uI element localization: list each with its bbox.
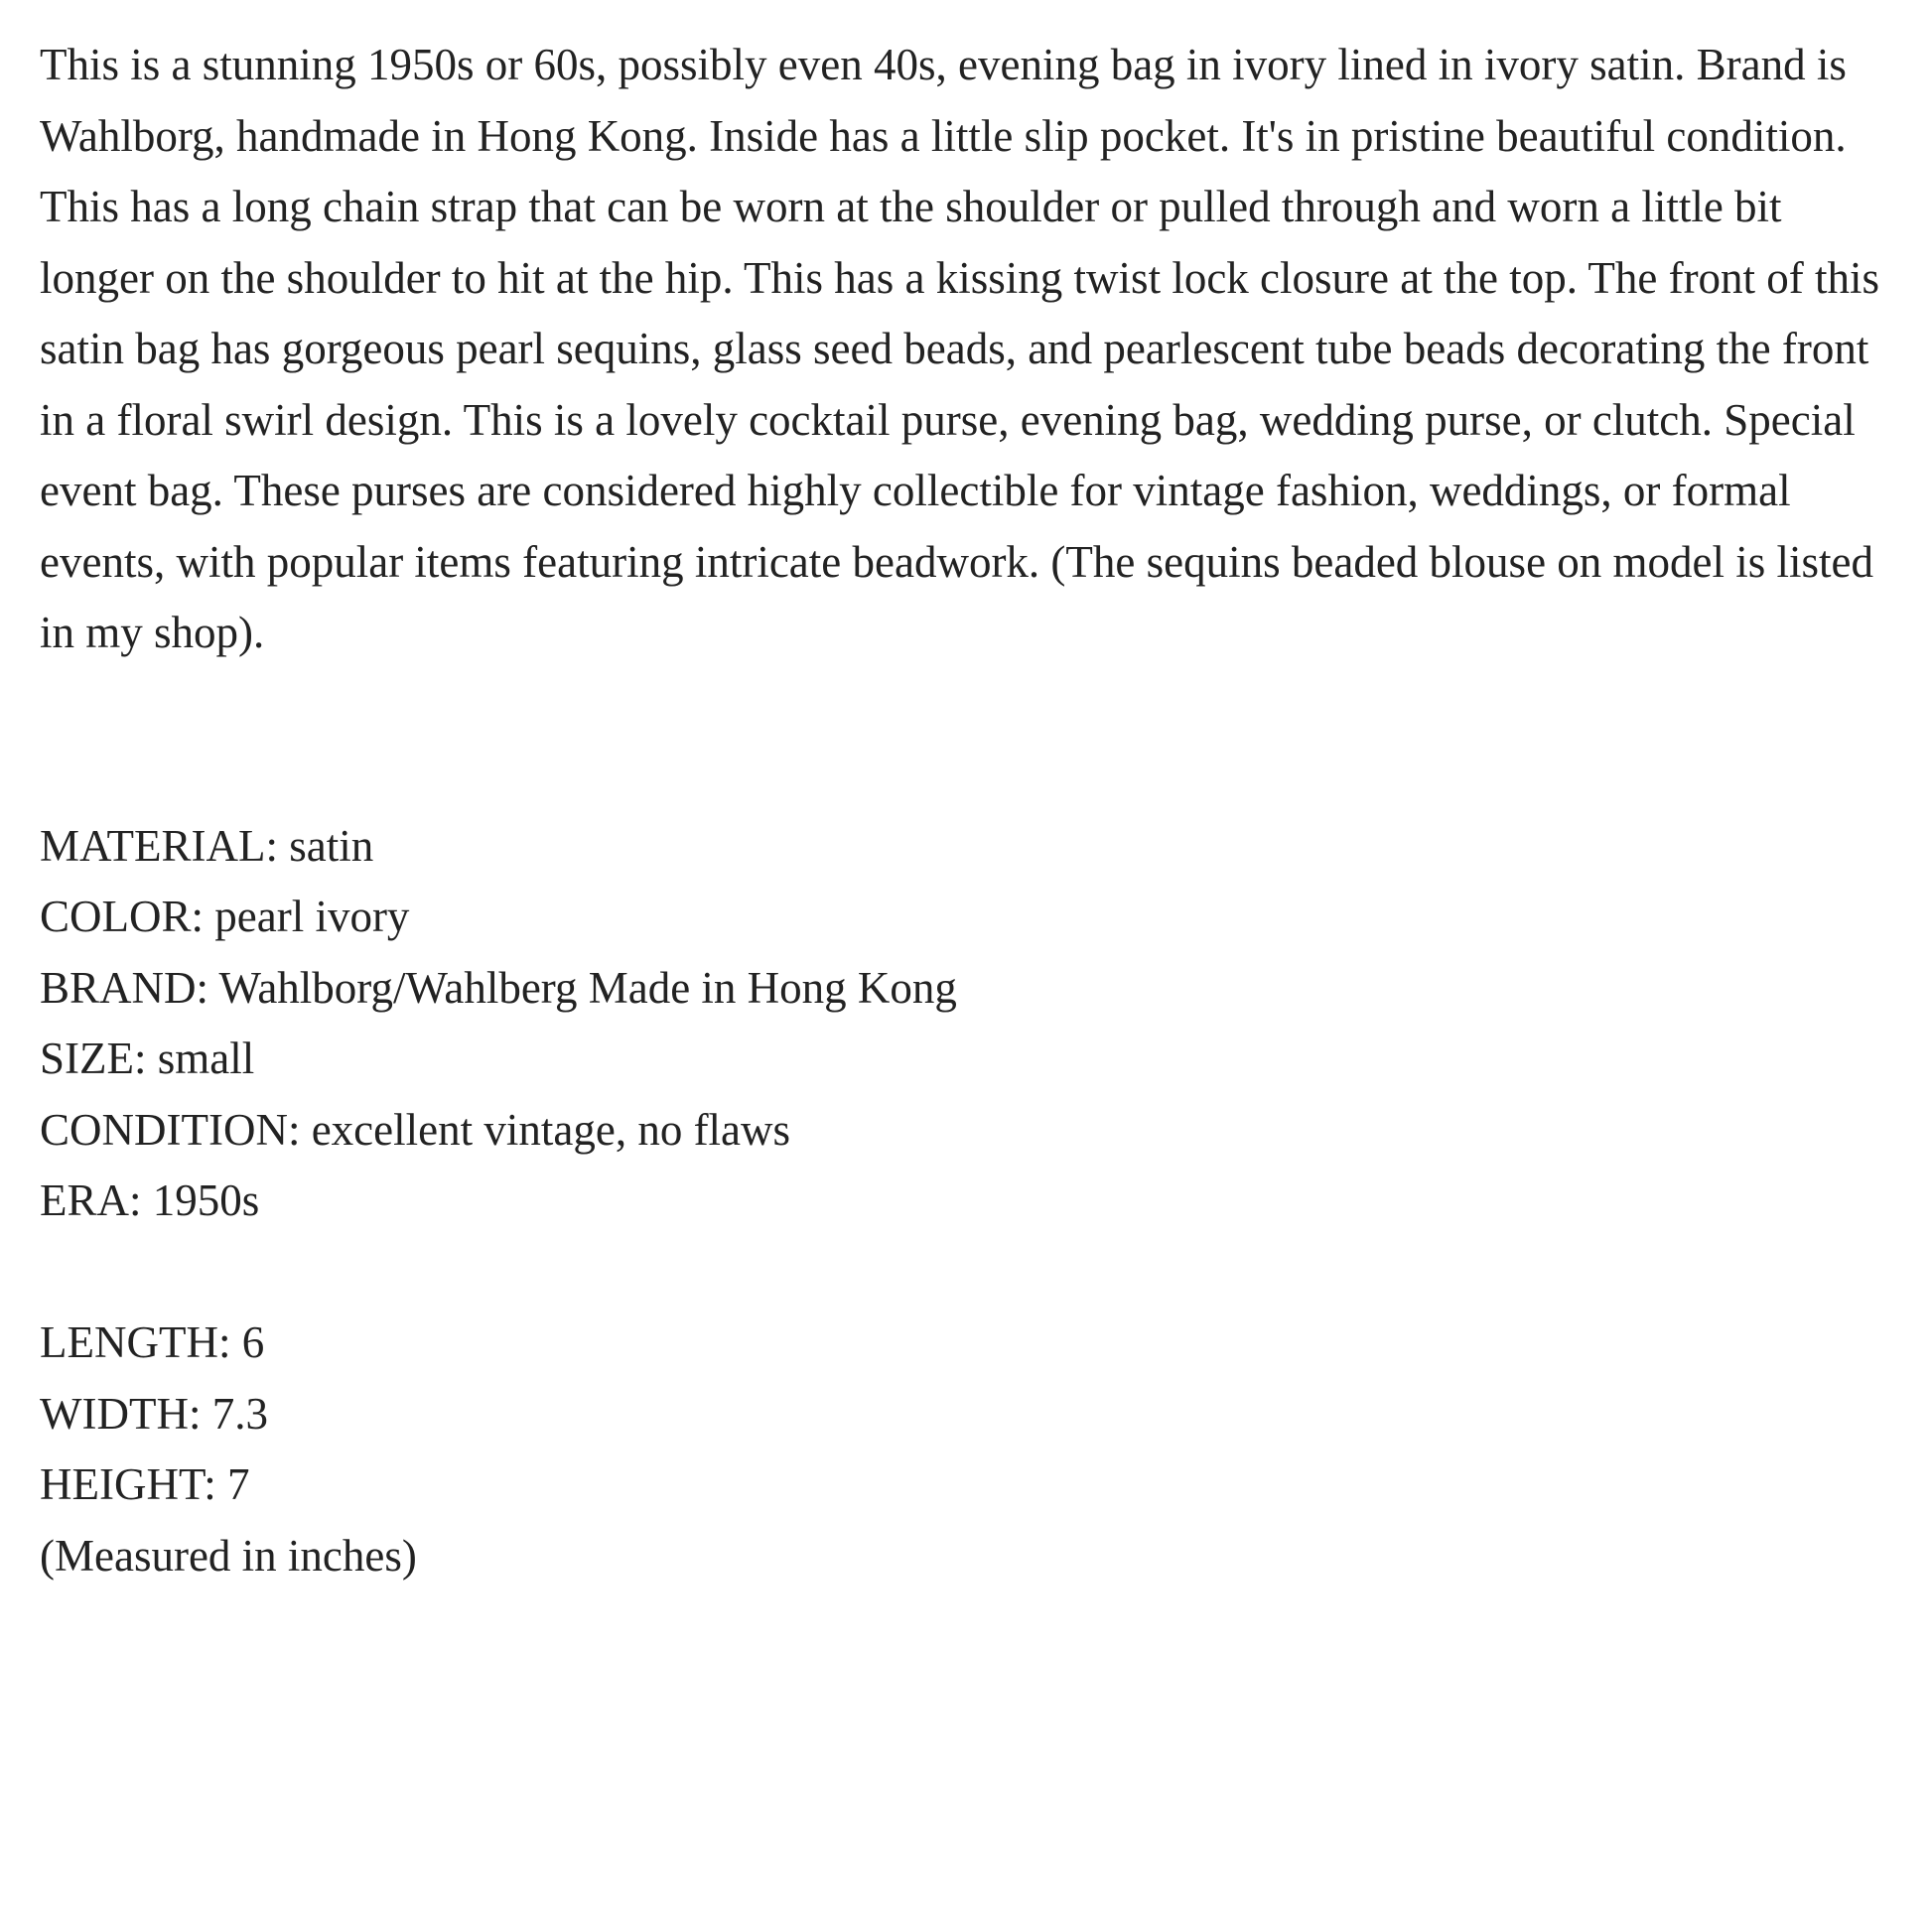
- section-spacer: [40, 1237, 1906, 1309]
- spec-condition: CONDITION: excellent vintage, no flaws: [40, 1104, 791, 1155]
- measurement-unit-note: (Measured in inches): [40, 1530, 417, 1581]
- spec-brand: BRAND: Wahlborg/Wahlberg Made in Hong Kong: [40, 962, 957, 1013]
- measurement-height: HEIGHT: 7: [40, 1459, 250, 1509]
- measurement-list: [40, 1308, 1906, 1591]
- section-spacer: [40, 669, 1906, 811]
- product-description: This is a stunning 1950s or 60s, possibly even 40s, evening bag in ivory lined in ivory satin. Brand is Wahlborg, handmade in Hong Kong. Inside has a little slip pocket. It's in pristine beautiful condition. This has a long chain strap that can be worn at the shoulder or pulled through and worn a little bit longer on the shoulder to hit at the hip. This has a kissing twist lock closure at the top. The front of this satin bag has gorgeous pearl sequins, glass seed beads, and pearlescent tube beads decorating the front in a floral swirl design. This is a lovely cocktail purse, evening bag, wedding purse, or clutch. Special event bag. These purses are considered highly collectible for vintage fashion, weddings, or formal events, with popular items featuring intricate beadwork. (The sequins beaded blouse on model is listed in my shop).: [40, 40, 1880, 657]
- spec-list: [40, 811, 1906, 1237]
- spec-era: ERA: 1950s: [40, 1175, 260, 1225]
- spec-color: COLOR: pearl ivory: [40, 892, 410, 941]
- measurement-width: WIDTH: 7.3: [40, 1388, 268, 1439]
- spec-material: MATERIAL: satin: [40, 820, 374, 871]
- spec-size: SIZE: small: [40, 1034, 255, 1083]
- listing-description-page: [40, 30, 1906, 1591]
- measurement-length: LENGTH: 6: [40, 1317, 265, 1367]
